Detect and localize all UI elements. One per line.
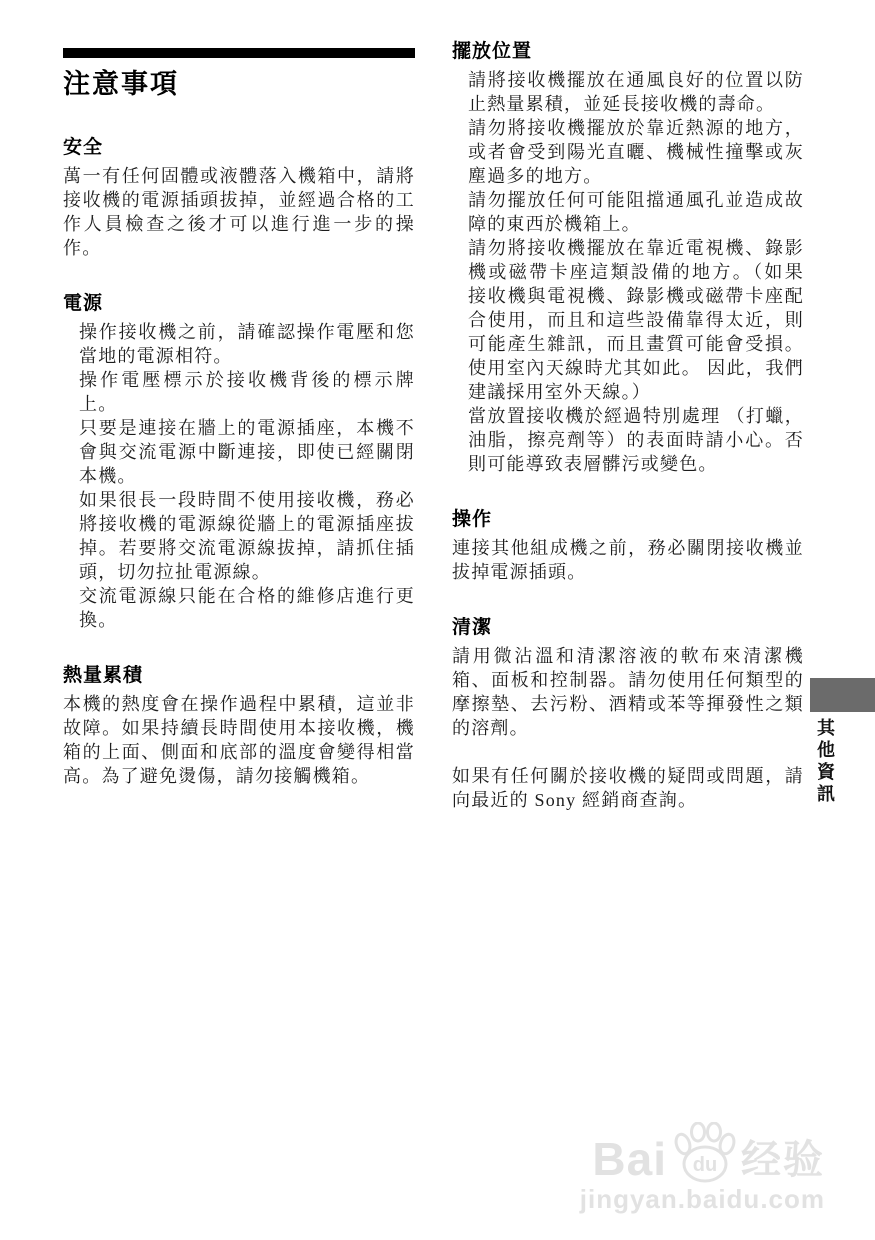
paragraph: 請勿將接收機擺放於靠近熱源的地方，或者會受到陽光直曬、機械性撞擊或灰塵過多的地方。 xyxy=(468,118,804,186)
page-title: 注意事項 xyxy=(63,69,179,99)
section-placement xyxy=(452,40,804,476)
paragraph: 如果很長一段時間不使用接收機，務必將接收機的電源線從牆上的電源插座拔掉。若要將交流電源線拔掉，請抓住插頭，切勿拉扯電源線。 xyxy=(79,490,415,582)
paragraph: 如果有任何關於接收機的疑問或問題，請向最近的 Sony 經銷商查詢。 xyxy=(452,766,804,810)
section-safety xyxy=(63,136,415,260)
baidu-jingyan-watermark xyxy=(580,1122,825,1215)
chapter-tab-label: 其他資訊 xyxy=(815,718,835,806)
paragraph: 連接其他組成機之前，務必關閉接收機並拔掉電源插頭。 xyxy=(452,538,804,582)
paragraph: 操作電壓標示於接收機背後的標示牌上。 xyxy=(79,370,415,414)
baidu-jingyan-url: jingyan.baidu.com xyxy=(579,1184,825,1214)
section-heading-placement: 擺放位置 xyxy=(452,41,533,62)
paragraph: 本機的熱度會在操作過程中累積，這並非故障。如果持續長時間使用本接收機，機箱的上面、側面和底部的溫度會變得相當高。為了避免燙傷，請勿接觸機箱。 xyxy=(63,694,415,786)
section-heat-buildup xyxy=(63,664,415,788)
paragraph: 當放置接收機於經過特別處理 （打蠟，油脂，擦亮劑等）的表面時請小心。否則可能導致表層髒污或變色。 xyxy=(468,406,804,474)
section-heading-heat-buildup: 熱量累積 xyxy=(63,665,144,686)
section-heading-cleaning: 清潔 xyxy=(452,617,493,638)
section-heading-operation: 操作 xyxy=(452,509,493,530)
chapter-tab-marker xyxy=(810,678,875,712)
paragraph: 交流電源線只能在合格的維修店進行更換。 xyxy=(79,586,415,630)
section-operation xyxy=(452,508,804,584)
baidu-paw-text: du xyxy=(692,1154,718,1176)
dealer-contact-note xyxy=(452,764,804,812)
section-cleaning xyxy=(452,616,804,740)
title-rule-bar xyxy=(63,48,415,58)
paragraph: 請勿擺放任何可能阻擋通風孔並造成故障的東西於機箱上。 xyxy=(468,190,804,234)
section-heading-safety: 安全 xyxy=(63,137,104,158)
baidu-logo-text: Bai xyxy=(592,1133,667,1185)
paragraph: 請勿將接收機擺放在靠近電視機、錄影機或磁帶卡座這類設備的地方。（如果接收機與電視機、錄影機或磁帶卡座配合使用，而且和這些設備靠得太近，則可能產生雜訊，而且畫質可能會受損。使用室內天線時尤其如此。 因此，我們建議採用室外天線。） xyxy=(468,238,804,402)
baidu-paw-icon xyxy=(671,1122,737,1184)
right-column xyxy=(452,40,804,812)
paragraph: 萬一有任何固體或液體落入機箱中，請將接收機的電源插頭拔掉，並經過合格的工作人員檢查之後才可以進行進一步的操作。 xyxy=(63,166,415,258)
section-power xyxy=(63,292,415,632)
paragraph: 只要是連接在牆上的電源插座，本機不會與交流電源中斷連接，即使已經關閉本機。 xyxy=(79,418,415,486)
paragraph: 操作接收機之前，請確認操作電壓和您當地的電源相符。 xyxy=(79,322,415,366)
baidu-logo xyxy=(580,1122,825,1185)
left-column xyxy=(63,48,415,788)
section-heading-power: 電源 xyxy=(63,293,104,314)
baidu-jingyan-text: 经验 xyxy=(741,1138,825,1182)
paragraph: 請用微沾溫和清潔溶液的軟布來清潔機箱、面板和控制器。請勿使用任何類型的摩擦墊、去污粉、酒精或苯等揮發性之類的溶劑。 xyxy=(452,646,804,738)
paragraph: 請將接收機擺放在通風良好的位置以防止熱量累積，並延長接收機的壽命。 xyxy=(468,70,804,114)
